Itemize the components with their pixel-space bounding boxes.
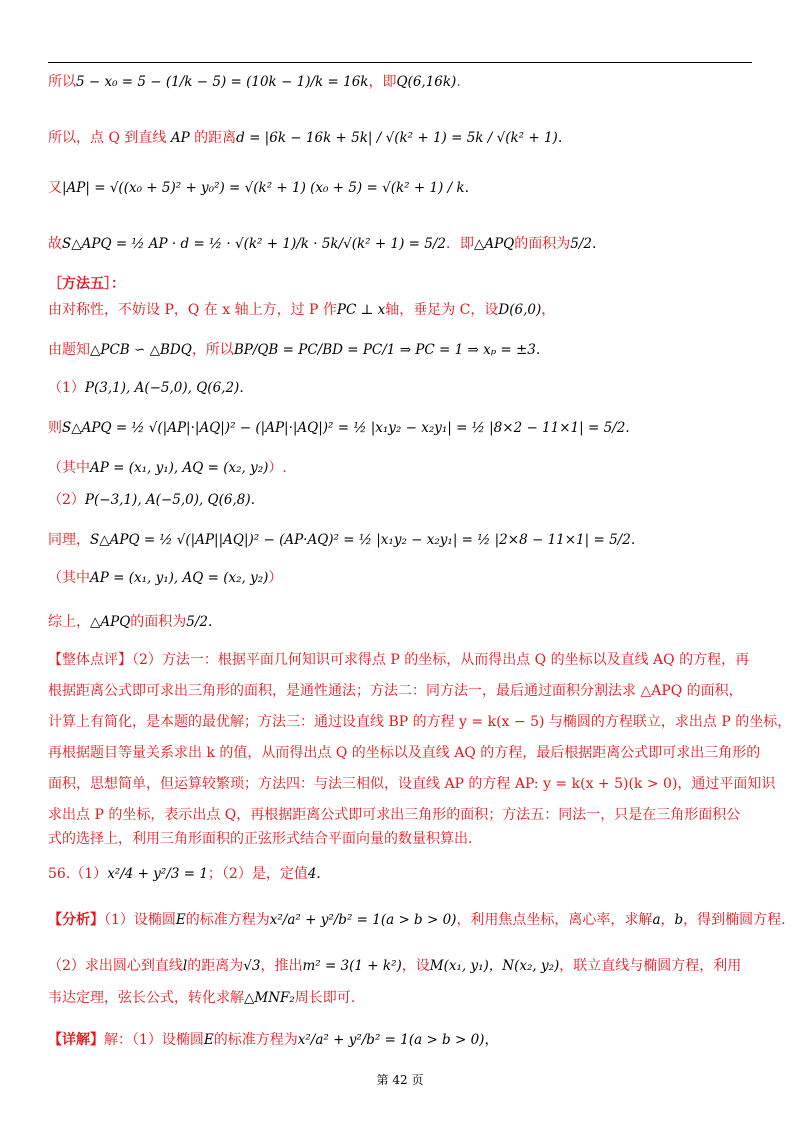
formula: △PCB ∽ △BDQ [90, 342, 192, 358]
text: （其中 [48, 570, 90, 586]
text: ， [660, 912, 675, 928]
detail-line-1 [48, 1030, 752, 1050]
text: 再根据题目等量关系求出 k 的值，从而得出点 Q 的坐标以及直线 AQ 的方程，最后根据距离公式即可求出三角形的 [48, 745, 761, 761]
text: 所以，点 Q 到直线 [48, 130, 167, 146]
formula: √3 [243, 958, 261, 974]
formula: PC ⊥ x [336, 302, 386, 318]
text: ，即 [368, 74, 397, 90]
line-14 [48, 612, 752, 632]
formula: P(3,1), A(−5,0), Q(6,2) [84, 380, 240, 396]
text: 的标准方程为 [185, 912, 270, 928]
line-13 [48, 568, 752, 588]
text: 解：（1）设椭圆 [104, 1032, 204, 1048]
text: 同理， [48, 532, 90, 548]
text: . [625, 420, 630, 436]
formula: AP = (x₁, y₁), AQ = (x₂, y₂) [90, 570, 269, 586]
line-11 [48, 490, 752, 510]
review-line-1 [48, 650, 752, 670]
review-line-2 [48, 681, 752, 701]
analysis-line-2 [48, 956, 752, 976]
formula: d = |6k − 16k + 5k| / √(k² + 1) = 5k / √(k² + 1) [236, 130, 558, 146]
formula: 5/2 [570, 236, 592, 252]
text: 【整体点评】（2）方法一：根据平面几何知识可求得点 P 的坐标，从而得出点 Q 的坐标以及直线 AQ 的方程，再 [48, 652, 750, 668]
text: . [592, 236, 597, 252]
text: . [239, 380, 244, 396]
formula: l [182, 958, 188, 974]
formula: a [652, 912, 661, 928]
text: 的面积为 [130, 614, 187, 630]
line-2 [48, 128, 752, 148]
text: 的距离为 [187, 958, 244, 974]
text: 的距离 [194, 130, 237, 146]
formula: P(−3,1), A(−5,0), Q(6,8) [84, 492, 251, 508]
text: ，联立直线与椭圆方程，利用 [559, 958, 742, 974]
formula: AP = (x₁, y₁), AQ = (x₂, y₂) [90, 460, 269, 476]
text: . [250, 492, 256, 508]
text: 的标准方程为 [213, 1032, 298, 1048]
review-line-3 [48, 712, 792, 732]
text: 由对称性，不妨设 P，Q 在 x 轴上方，过 P 作 [48, 302, 337, 318]
line-12 [48, 530, 752, 550]
text: ，推出 [260, 958, 303, 974]
label: 【详解】 [48, 1032, 104, 1048]
analysis-line-1 [48, 910, 786, 930]
review-line-6 [48, 805, 752, 825]
formula: AP [170, 130, 190, 146]
text: ．即 [445, 236, 474, 252]
text: （2）求出圆心到直线 [48, 958, 183, 974]
text: （1） [70, 866, 108, 882]
method-five-heading [48, 274, 752, 294]
text: . [535, 342, 541, 358]
formula: E [175, 912, 186, 928]
line-1 [48, 72, 752, 92]
formula: △APQ [473, 236, 515, 252]
formula: BP/QB = PC/BD = PC/1 ⇒ PC = 1 ⇒ xₚ = ±3 [233, 342, 536, 358]
text: 则 [48, 420, 62, 436]
formula: x²/4 + y²/3 = 1 [107, 866, 208, 882]
formula: M(x₁, y₁)，N(x₂, y₂) [429, 958, 560, 974]
line-9 [48, 418, 752, 438]
formula: x²/a² + y²/b² = 1(a > b > 0) [297, 1032, 485, 1048]
text: 综上， [48, 614, 90, 630]
text: ，设 [401, 958, 430, 974]
line-10 [48, 458, 752, 478]
text: . [208, 614, 213, 630]
text: 计算上有简化，是本题的最优解；方法三：通过设直线 BP 的方程 y = k(x − 5) 与椭圆的方程联立，求出点 P 的坐标， [48, 714, 792, 730]
line-6 [48, 300, 752, 320]
formula: m² = 3(1 + k²) [302, 958, 402, 974]
formula: △APQ [90, 614, 131, 630]
formula: S△APQ = ½ √(|AP|·|AQ|)² − (|AP|·|AQ|)² = ½ |x₁y₂ − x₂y₁| = ½ |8×2 − 11×1| = 5/2 [62, 420, 626, 436]
text: 面积，思想简单，但运算较繁琐；方法四：与法三相似，设直线 AP 的方程 AP: y = k(x + 5)(k > 0)，通过平面知识 [48, 776, 776, 792]
text: （其中 [48, 460, 90, 476]
formula: 5/2 [186, 614, 209, 630]
text: ［方法五］： [48, 276, 125, 292]
text: 又 [48, 180, 62, 196]
text: 周长即可. [294, 990, 356, 1006]
review-line-4 [48, 743, 761, 763]
text: ， [484, 1032, 499, 1048]
formula: b [674, 912, 684, 928]
text: ）. [268, 460, 287, 476]
text: 式的选择上，利用三角形面积的正弦形式结合平面向量的数量积算出. [48, 831, 473, 847]
text: ，得到椭圆方程. [683, 912, 786, 928]
formula: x²/a² + y²/b² = 1(a > b > 0) [269, 912, 457, 928]
text: . [557, 130, 563, 146]
text: ；（2）是，定值 [207, 866, 308, 882]
text: 韦达定理，弦长公式，转化求解 [48, 990, 244, 1006]
text: ） [268, 570, 283, 586]
text: （1） [48, 380, 85, 396]
text: 求出点 P 的坐标，表示出点 Q，再根据距离公式即可求出三角形的面积；方法五：同法一，只是在三角形面积公 [48, 807, 741, 823]
line-4 [48, 234, 752, 254]
review-line-5 [48, 774, 776, 794]
line-7 [48, 340, 752, 360]
formula: |AP| = √((x₀ + 5)² + y₀²) = √(k² + 1) (x₀ + 5) = √(k² + 1) / k [62, 180, 465, 196]
text: 根据距离公式即可求出三角形的面积，是通性通法；方法二：同方法一，最后通过面积分割法求 △APQ 的面积， [48, 683, 743, 699]
text: 故 [48, 236, 62, 252]
formula: S△APQ = ½ √(|AP||AQ|)² − (AP·AQ)² = ½ |x₁y₂ − x₂y₁| = ½ |2×8 − 11×1| = 5/2 [90, 532, 631, 548]
formula: △MNF₂ [244, 990, 295, 1006]
header-rule [48, 62, 752, 63]
label: 【分析】 [48, 912, 104, 928]
analysis-line-3 [48, 988, 752, 1008]
formula: Q(6,16k) [396, 74, 457, 90]
text: 轴，垂足为 C，设 [385, 302, 499, 318]
text: 的面积为 [514, 236, 571, 252]
line-8 [48, 378, 752, 398]
formula: S△APQ = ½ AP · d = ½ · √(k² + 1)/k · 5k/√(k² + 1) = 5/2 [62, 236, 446, 252]
question-number: 56. [48, 866, 71, 882]
text: （2） [48, 492, 85, 508]
text: . [630, 532, 636, 548]
formula: 4. [307, 866, 321, 882]
text: ， [541, 302, 556, 318]
formula: E [203, 1032, 214, 1048]
text: （1）设椭圆 [104, 912, 176, 928]
text: 由题知 [48, 342, 90, 358]
review-line-7 [48, 829, 752, 849]
text: . [456, 74, 461, 90]
text: ，利用焦点坐标，离心率，求解 [456, 912, 653, 928]
text: ，所以 [191, 342, 234, 358]
line-3 [48, 178, 752, 198]
formula: 5 − x₀ = 5 − (1/k − 5) = (10k − 1)/k = 16k [76, 74, 369, 90]
page-number: 第 42 页 [376, 1073, 424, 1087]
formula: D(6,0) [498, 302, 542, 318]
text: . [464, 180, 470, 196]
answer-56 [48, 864, 752, 884]
text: 所以 [48, 74, 76, 90]
